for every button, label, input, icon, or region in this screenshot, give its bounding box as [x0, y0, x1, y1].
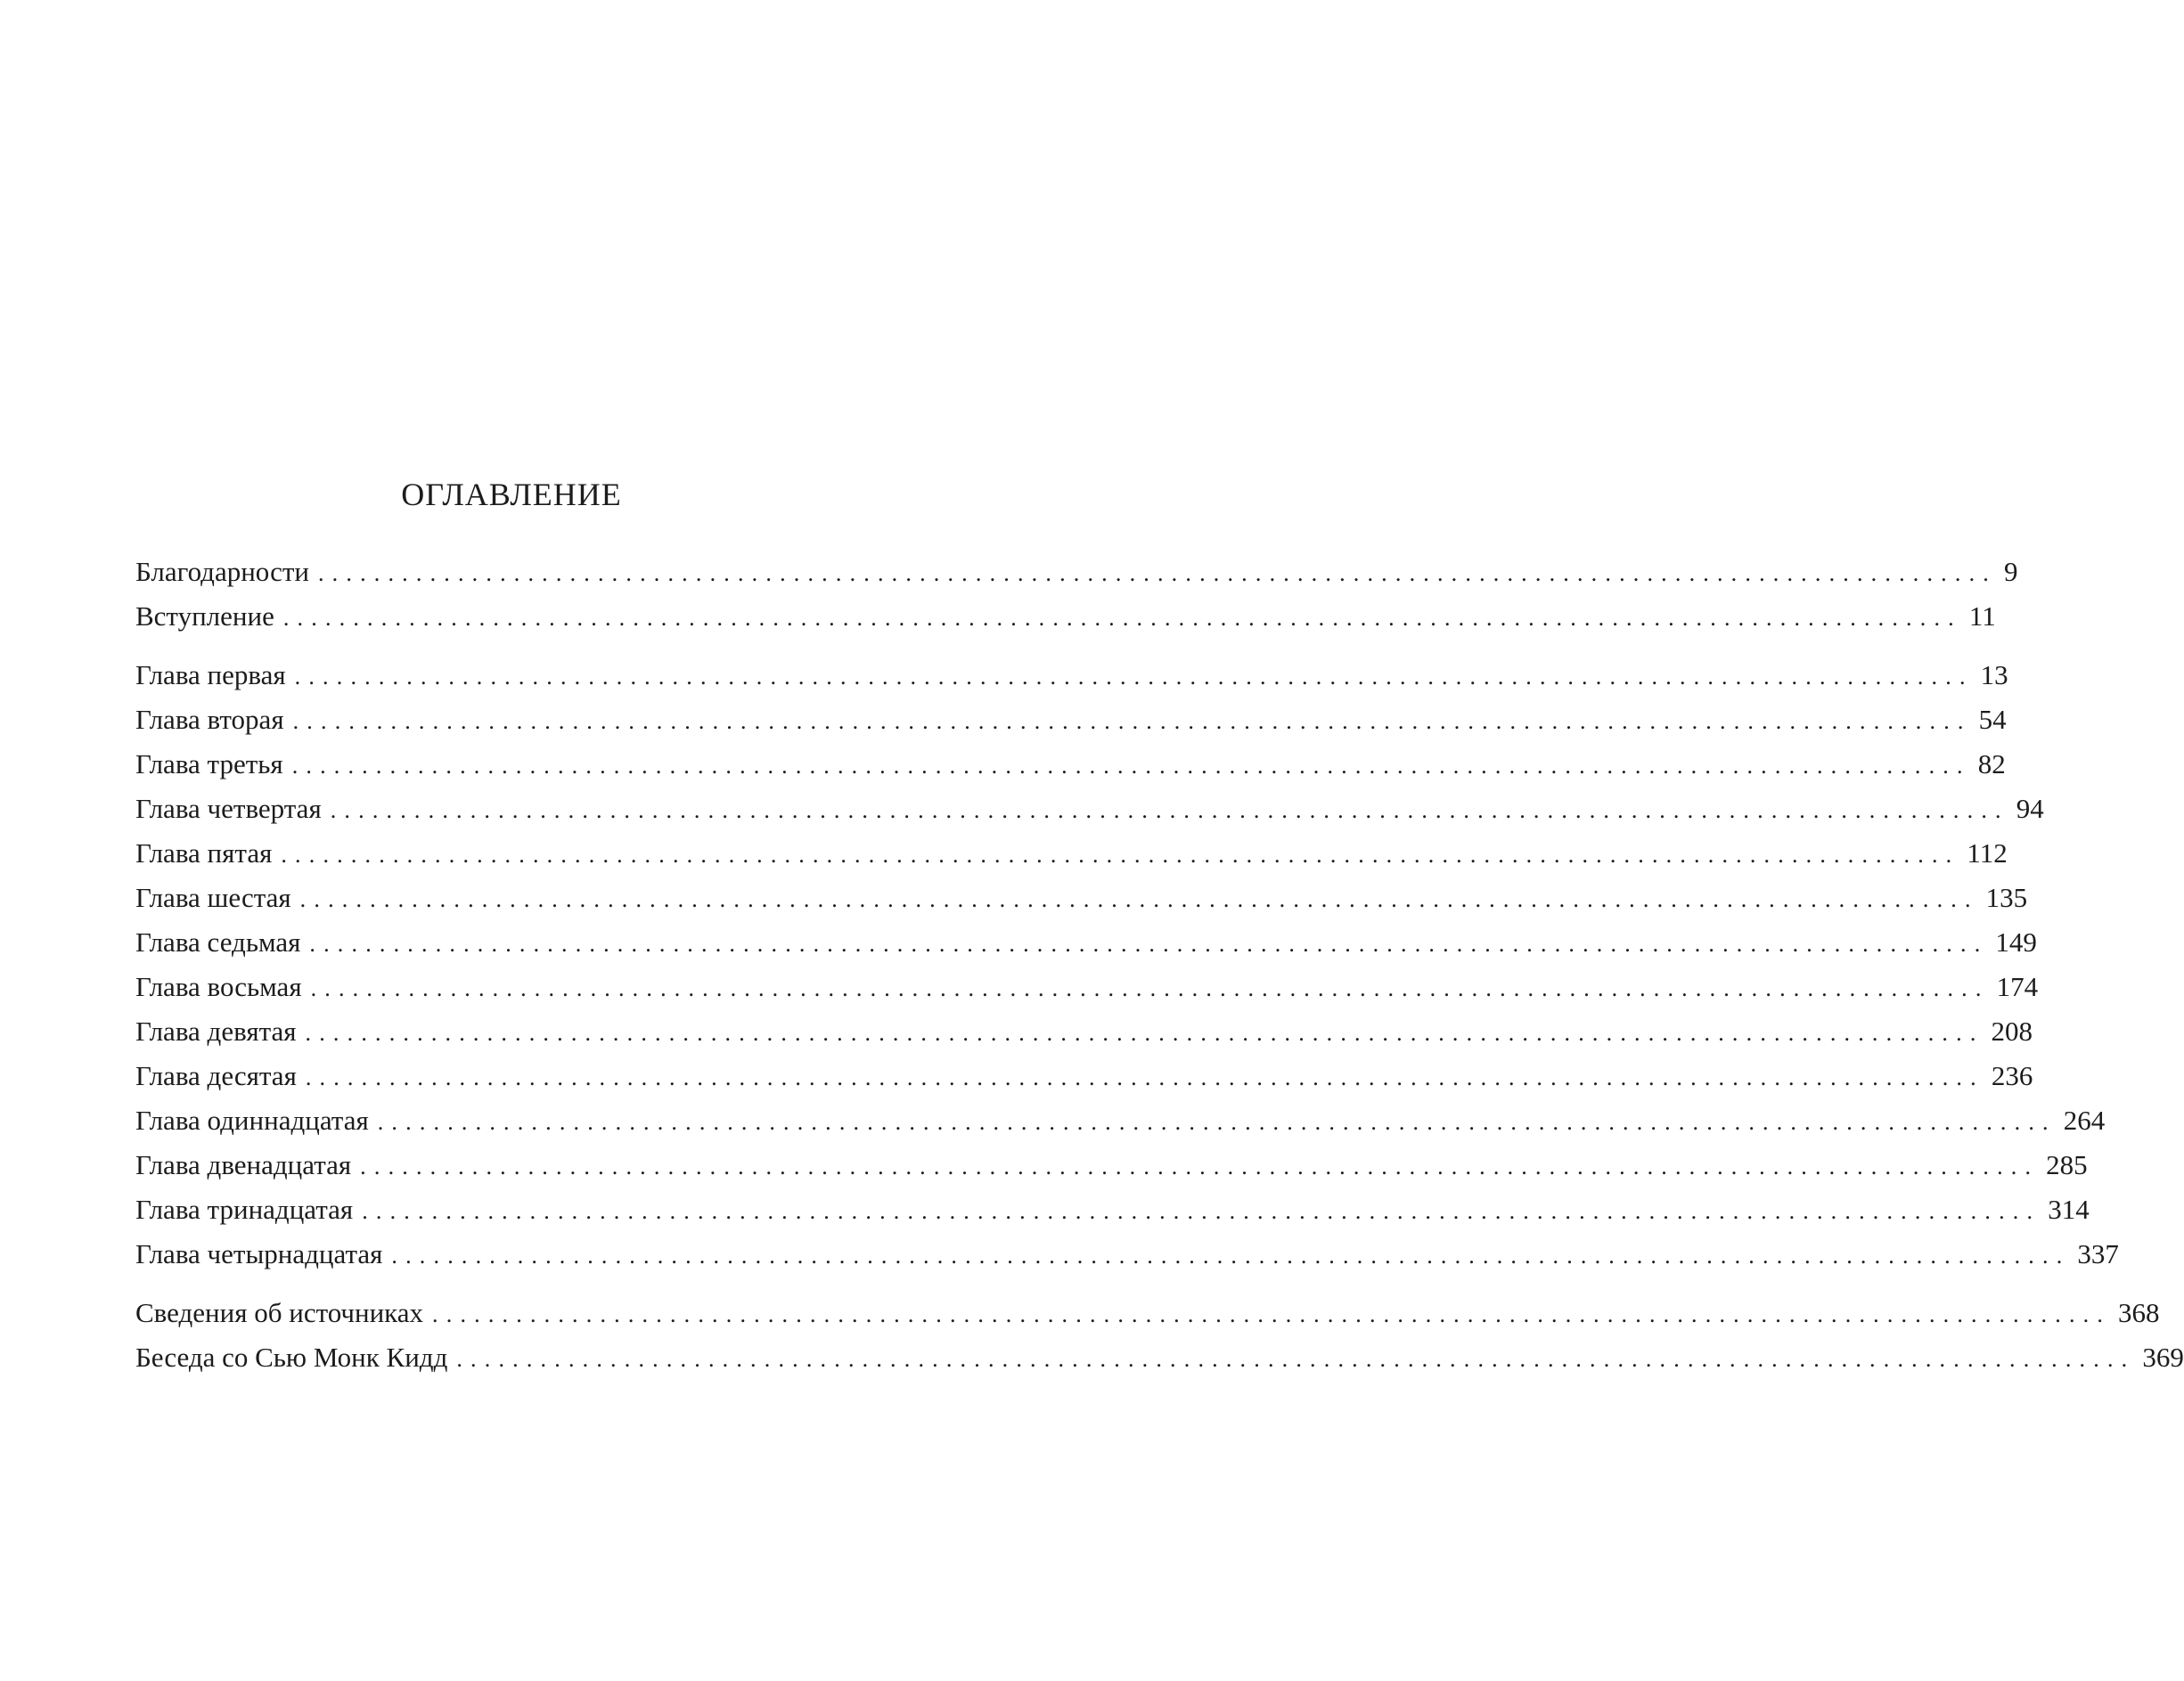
toc-entry-page: 11 [1968, 600, 1996, 632]
toc-entry [135, 1098, 2106, 1143]
toc-entry-label: Глава одиннадцатая [135, 1105, 369, 1136]
toc-entry-label: Сведения об источниках [135, 1297, 424, 1328]
toc-entry-page: 13 [1980, 659, 2008, 690]
toc-leader-dots: ........................................................................................................................ [456, 1346, 2136, 1372]
toc-entry-page: 236 [1991, 1060, 2033, 1091]
toc-entry-label: Глава первая [135, 659, 286, 690]
toc-leader-dots: ........................................................................................................................ [330, 797, 2009, 823]
toc-entry [135, 742, 2006, 787]
toc-entry-page: 369 [2142, 1342, 2184, 1373]
toc-entry [135, 1143, 2088, 1187]
toc-leader-dots: ........................................................................................................................ [391, 1243, 2071, 1269]
toc-entry-label: Глава пятая [135, 837, 273, 869]
toc-leader-dots: ........................................................................................................................ [309, 931, 1989, 957]
toc-entry [135, 1187, 2090, 1232]
table-of-contents [135, 550, 2184, 1380]
toc-leader-dots: ........................................................................................................................ [299, 886, 1979, 912]
toc-entry-label: Глава вторая [135, 704, 284, 735]
toc-entry [135, 965, 2039, 1009]
toc-entry-label: Благодарности [135, 556, 309, 587]
toc-entry-page: 149 [1995, 926, 2037, 958]
toc-entry-label: Глава девятая [135, 1016, 297, 1047]
toc-entry-page: 264 [2063, 1105, 2106, 1136]
toc-leader-dots: ........................................................................................................................ [377, 1109, 2057, 1135]
toc-leader-dots: ........................................................................................................................ [305, 1020, 1984, 1046]
toc-leader-dots: ........................................................................................................................ [310, 975, 1990, 1001]
toc-entry-label: Глава десятая [135, 1060, 297, 1091]
toc-entry [135, 1232, 2119, 1277]
toc-entry [135, 787, 2044, 831]
toc-entry-label: Глава двенадцатая [135, 1149, 352, 1180]
toc-entry [135, 594, 1996, 639]
toc-entry [135, 920, 2037, 965]
toc-entry-label: Беседа со Сью Монк Кидд [135, 1342, 448, 1373]
toc-group-front-matter [135, 550, 2018, 639]
toc-entry-page: 368 [2118, 1297, 2160, 1328]
toc-entry-page: 314 [2048, 1194, 2090, 1225]
toc-leader-dots: ........................................................................................................................ [294, 664, 1974, 690]
toc-leader-dots: ........................................................................................................................ [432, 1302, 2112, 1327]
toc-entry-page: 337 [2077, 1238, 2119, 1269]
toc-entry-label: Глава шестая [135, 882, 291, 913]
toc-group-back-matter [135, 1291, 2184, 1380]
toc-leader-dots: ........................................................................................................................ [362, 1198, 2041, 1224]
toc-entry-page: 112 [1967, 837, 2008, 869]
toc-entry-page: 135 [1985, 882, 2028, 913]
toc-entry [135, 1054, 2033, 1098]
toc-entry-label: Глава восьмая [135, 971, 302, 1002]
toc-entry [135, 831, 2008, 876]
toc-entry-label: Глава седьмая [135, 926, 301, 958]
toc-entry-label: Глава третья [135, 748, 283, 779]
toc-entry [135, 1291, 2160, 1335]
toc-leader-dots: ........................................................................................................................ [291, 753, 1971, 779]
toc-entry [135, 1009, 2033, 1054]
toc-entry [135, 1335, 2184, 1380]
toc-entry-label: Глава четырнадцатая [135, 1238, 383, 1269]
toc-entry-page: 82 [1977, 748, 2006, 779]
toc-entry-page: 9 [2003, 556, 2018, 587]
toc-leader-dots: ........................................................................................................................ [317, 560, 1997, 586]
toc-leader-dots: ........................................................................................................................ [281, 842, 1960, 868]
page-title: ОГЛАВЛЕНИЕ [401, 477, 622, 512]
toc-leader-dots: ........................................................................................................................ [305, 1065, 1984, 1090]
toc-entry [135, 876, 2028, 920]
toc-entry-page: 174 [1996, 971, 2039, 1002]
toc-entry-page: 94 [2016, 793, 2044, 824]
toc-entry-page: 208 [1991, 1016, 2033, 1047]
toc-entry-page: 54 [1978, 704, 2007, 735]
toc-entry-label: Глава четвертая [135, 793, 322, 824]
toc-leader-dots: ........................................................................................................................ [292, 708, 1972, 734]
toc-leader-dots: ........................................................................................................................ [282, 605, 1962, 631]
toc-entry [135, 550, 2018, 594]
toc-entry-page: 285 [2046, 1149, 2088, 1180]
toc-leader-dots: ........................................................................................................................ [360, 1154, 2040, 1179]
toc-entry [135, 653, 2008, 698]
toc-entry [135, 698, 2007, 742]
toc-entry-label: Глава тринадцатая [135, 1194, 354, 1225]
toc-entry-label: Вступление [135, 600, 274, 632]
toc-group-chapters [135, 653, 2119, 1277]
